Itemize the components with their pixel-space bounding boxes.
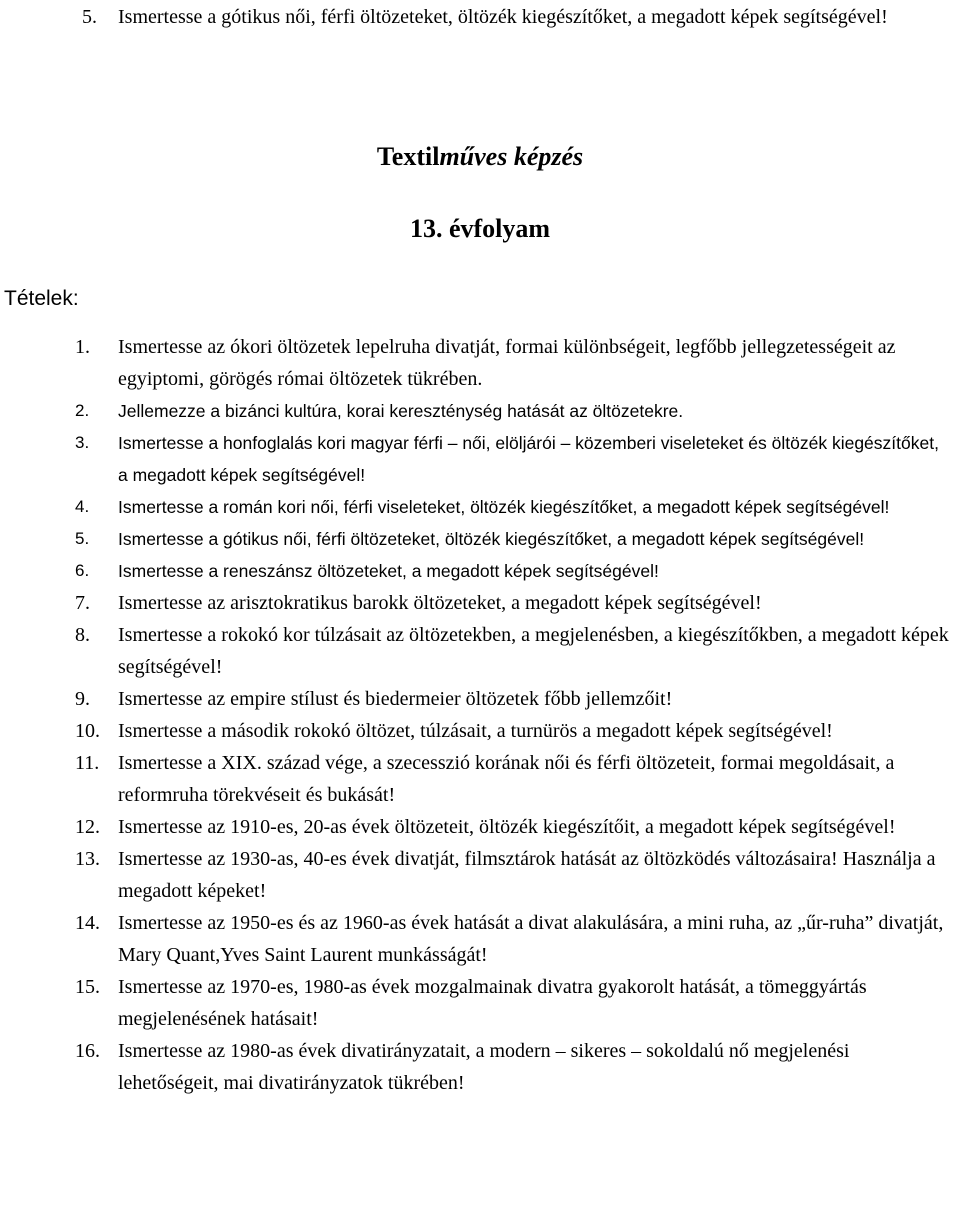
item-text: Ismertesse a gótikus női, férfi öltözeteket, öltözék kiegészítőket, a megadott képek segítségével! (118, 6, 888, 28)
item-text: Ismertesse az 1970-es, 1980-as évek mozgalmainak divatra gyakorolt hatását, a tömeggyártás megjelenésének hatásait! (118, 976, 867, 1030)
item-number: 9. (75, 688, 90, 710)
item-text: Ismertesse a rokokó kor túlzásait az öltözetekben, a megjelenésben, a kiegészítőkben, a megadott képek segítségével! (118, 624, 949, 678)
item-text: Ismertesse a román kori női, férfi viseleteket, öltözék kiegészítőket, a megadott képek segítségével! (118, 497, 890, 517)
list-item (0, 395, 960, 427)
list-item (0, 587, 960, 619)
item-number: 1. (75, 336, 90, 358)
item-number: 12. (75, 816, 100, 838)
document-title (0, 142, 960, 172)
item-number: 5. (75, 529, 90, 548)
list-item (0, 747, 960, 811)
item-number: 16. (75, 1040, 100, 1062)
continued-list-item (82, 0, 938, 35)
item-number: 7. (75, 592, 90, 614)
item-text: Ismertesse az 1980-as évek divatirányzatait, a modern – sikeres – sokoldalú nő megjelenési lehetőségeit, mai divatirányzatok tükrében! (118, 1040, 850, 1094)
item-text: Ismertesse az 1950-es és az 1960-as évek hatását a divat alakulására, a mini ruha, az „űr-ruha” divatját, Mary Quant,Yves Saint Laurent munkásságát! (118, 912, 944, 966)
list-item (0, 491, 960, 523)
item-number: 10. (75, 720, 100, 742)
item-text: Ismertesse a honfoglalás kori magyar férfi – női, elöljárói – közemberi viseleteket és öltözék kiegészítőket, a megadott képek segítségével! (118, 433, 939, 485)
list-item (0, 331, 960, 395)
topics-list (0, 331, 960, 1099)
list-item (0, 1035, 960, 1099)
item-number: 4. (75, 497, 90, 516)
list-item (0, 907, 960, 971)
title-italic: műves képzés (439, 142, 584, 171)
topics-label: Tételek: (4, 287, 79, 310)
item-number: 8. (75, 624, 90, 646)
item-number: 15. (75, 976, 100, 998)
item-number: 2. (75, 401, 90, 420)
list-item (0, 715, 960, 747)
item-text: Ismertesse az ókori öltözetek lepelruha divatját, formai különbségeit, legfőbb jellegzetességeit az egyiptomi, görögés római öltözetek tükrében. (118, 336, 896, 390)
list-item (0, 555, 960, 587)
item-number: 6. (75, 561, 90, 580)
list-item (0, 523, 960, 555)
item-number: 11. (75, 752, 100, 774)
item-text: Ismertesse az empire stílust és biedermeier öltözetek főbb jellemzőit! (118, 688, 673, 710)
item-text: Ismertesse az 1910-es, 20-as évek öltözeteit, öltözék kiegészítőit, a megadott képek segítségével! (118, 816, 896, 838)
list-item (0, 971, 960, 1035)
item-text: Ismertesse a gótikus női, férfi öltözeteket, öltözék kiegészítőket, a megadott képek segítségével! (118, 529, 865, 549)
document-subtitle: 13. évfolyam (409, 214, 551, 243)
item-number: 5. (82, 6, 97, 28)
item-text: Ismertesse a reneszánsz öltözeteket, a megadott képek segítségével! (118, 561, 659, 581)
list-item (0, 811, 960, 843)
list-item (0, 427, 960, 491)
list-item (0, 683, 960, 715)
list-item (0, 843, 960, 907)
item-text: Ismertesse a második rokokó öltözet, túlzásait, a turnürös a megadott képek segítségével! (118, 720, 833, 742)
item-text: Ismertesse az arisztokratikus barokk öltözeteket, a megadott képek segítségével! (118, 592, 762, 614)
item-number: 13. (75, 848, 100, 870)
list-item (0, 619, 960, 683)
item-number: 14. (75, 912, 100, 934)
item-text: Jellemezze a bizánci kultúra, korai kereszténység hatását az öltözetekre. (118, 401, 684, 421)
item-text: Ismertesse az 1930-as, 40-es évek divatját, filmsztárok hatását az öltözködés változásaira! Használja a megadott képeket! (118, 848, 936, 902)
title-plain: Textil (376, 142, 440, 171)
item-number: 3. (75, 433, 90, 452)
item-text: Ismertesse a XIX. század vége, a szecesszió korának női és férfi öltözeteit, formai megoldásait, a reformruha törekvéseit és bukását! (118, 752, 895, 806)
